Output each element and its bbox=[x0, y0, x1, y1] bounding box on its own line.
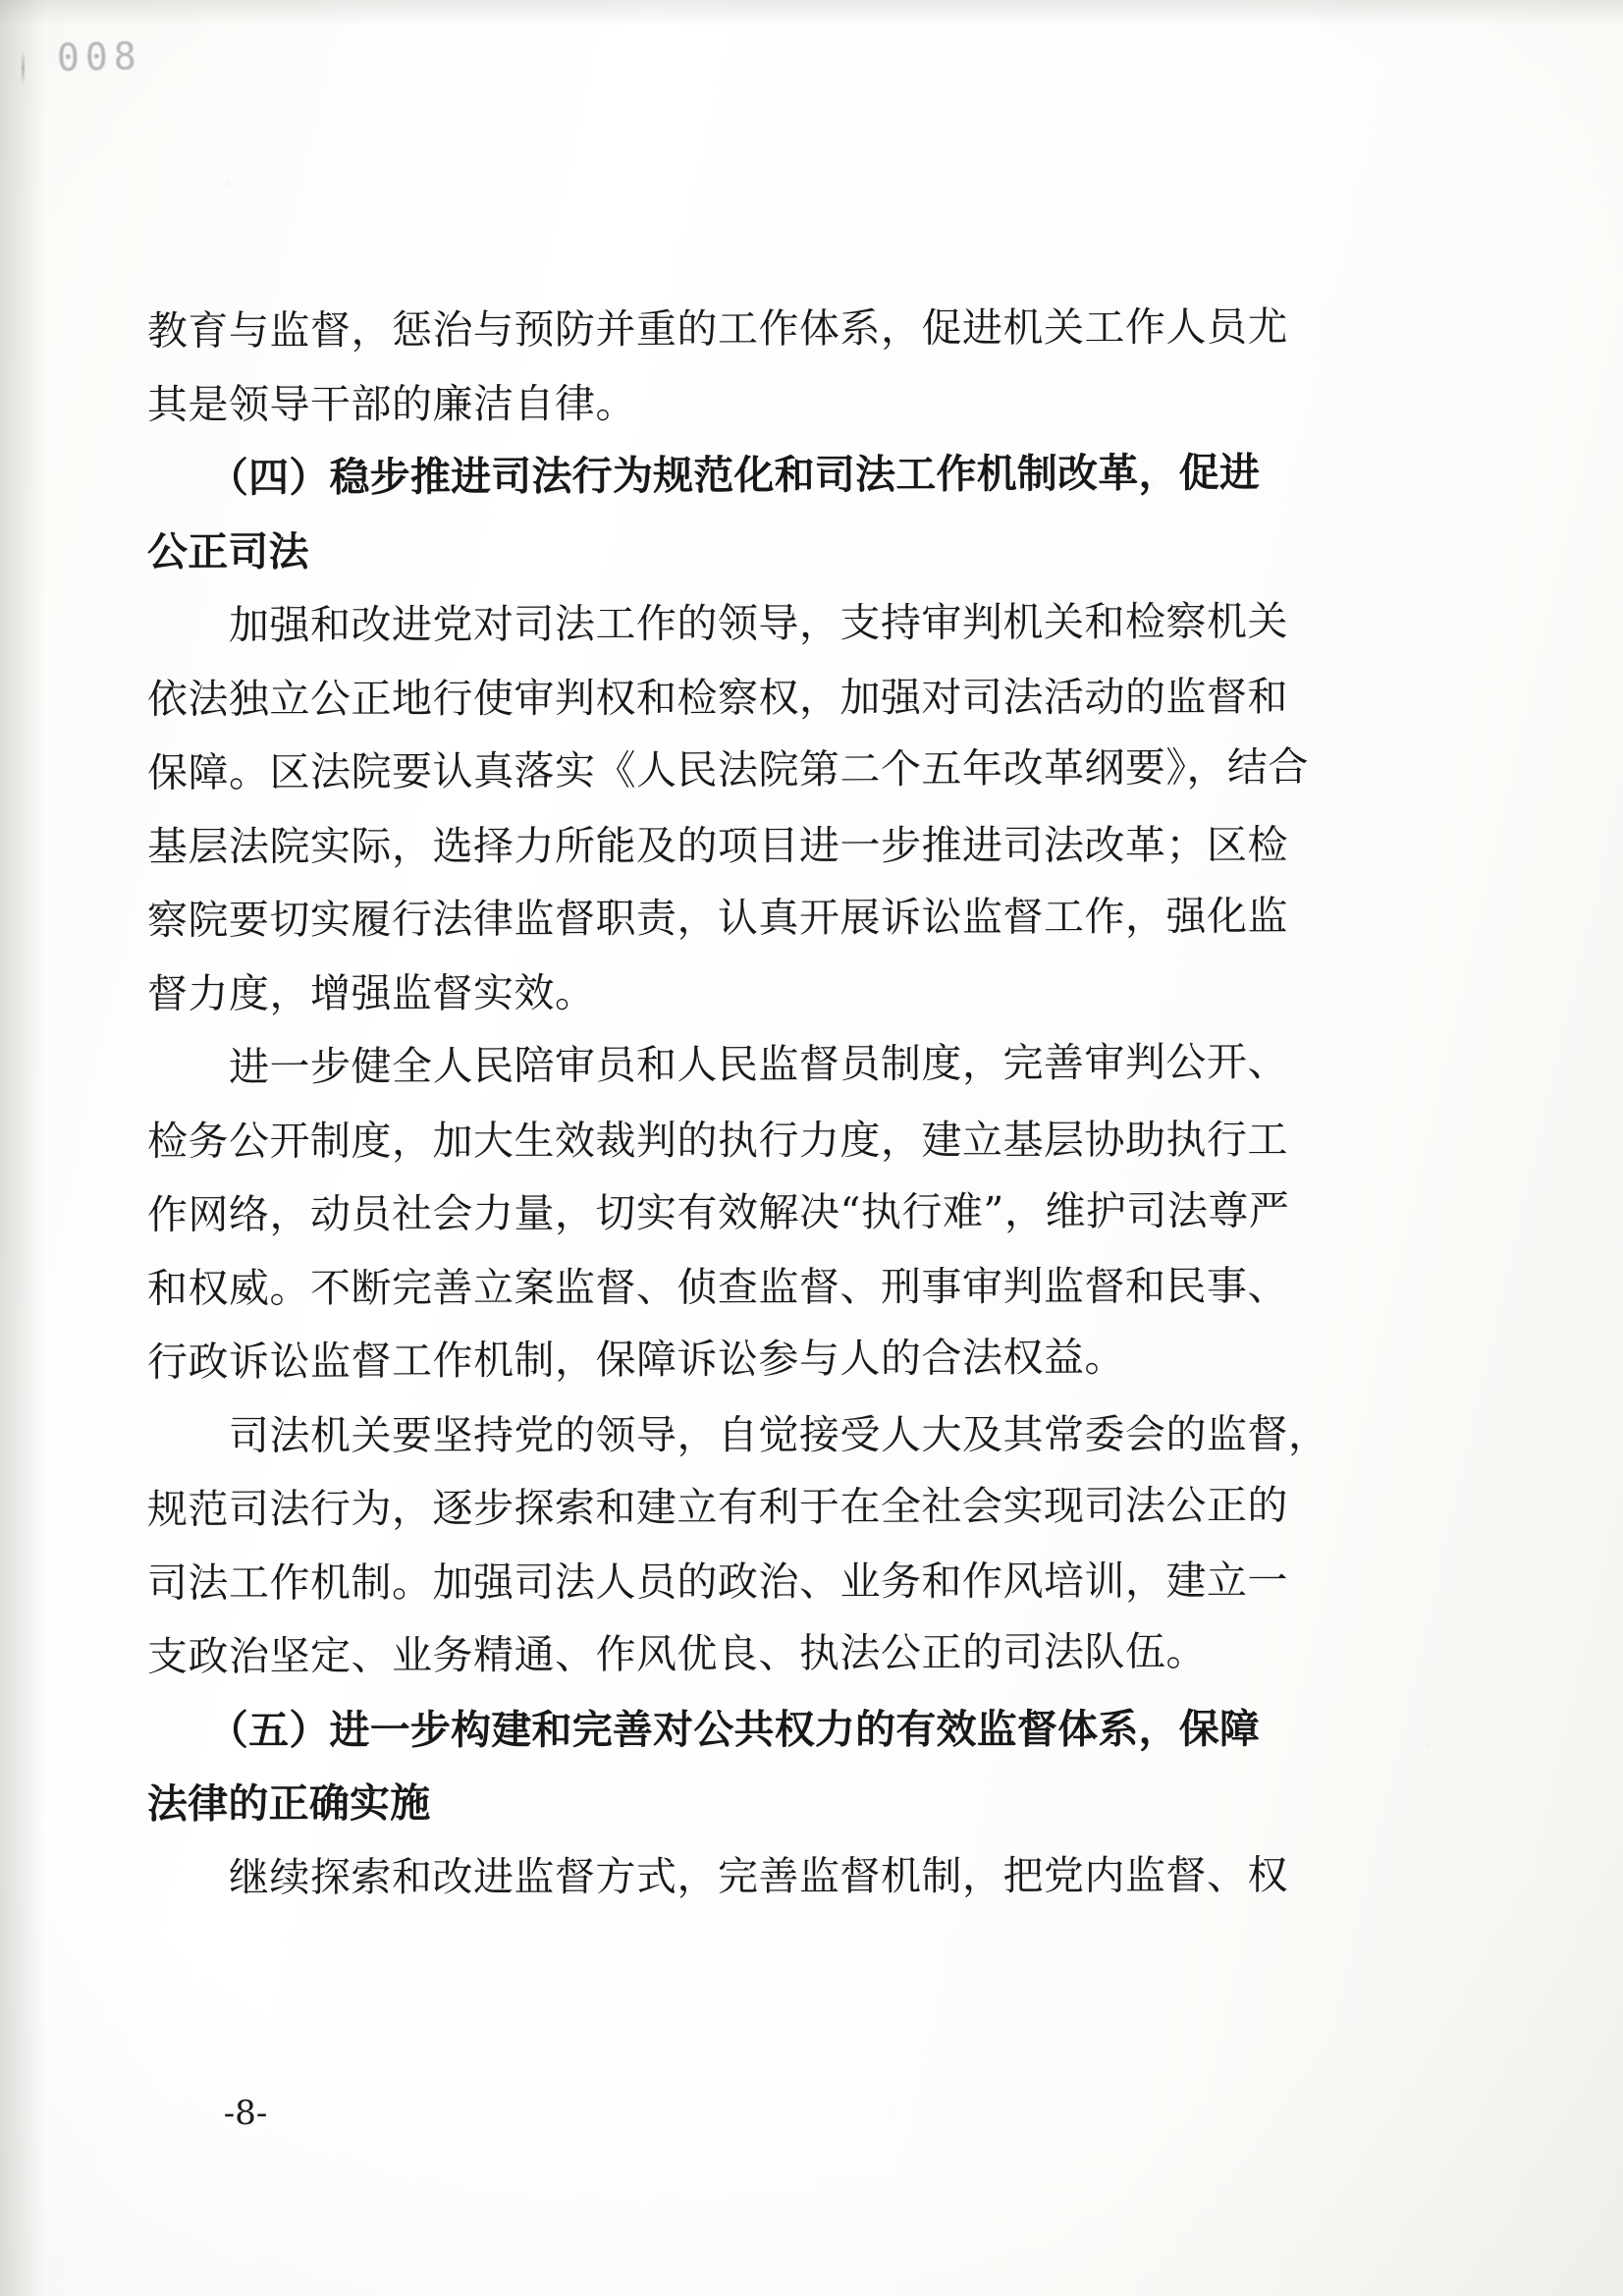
document-body-text bbox=[147, 295, 1463, 1915]
text-line: 察院要切实履行法律监督职责，认真开展诉讼监督工作，强化监 bbox=[146, 892, 1289, 944]
text-line: （四）稳步推进司法行为规范化和司法工作机制改革，促进 bbox=[146, 449, 1261, 502]
text-line: 规范司法行为，逐步探索和建立有利于在全社会实现司法公正的 bbox=[146, 1481, 1289, 1533]
text-line: 其是领导干部的廉洁自律。 bbox=[146, 379, 637, 428]
text-line: 司法机关要坚持党的领导，自觉接受人大及其常委会的监督， bbox=[146, 1410, 1329, 1459]
text-line: 支政治坚定、业务精通、作风优良、执法公正的司法队伍。 bbox=[146, 1627, 1208, 1680]
text-line: （五）进一步构建和完善对公共权力的有效监督体系，保障 bbox=[146, 1705, 1261, 1754]
text-line: 督力度，增强监督实效。 bbox=[146, 968, 596, 1017]
text-line: 行政诉讼监督工作机制，保障诉讼参与人的合法权益。 bbox=[146, 1333, 1126, 1386]
text-line: 检务公开制度，加大生效裁判的执行力度，建立基层协助执行工 bbox=[146, 1116, 1289, 1165]
scan-edge-shadow-top bbox=[0, 0, 1623, 26]
text-line: 保障。区法院要认真落实《人民法院第二个五年改革纲要》，结合 bbox=[146, 742, 1310, 796]
text-line: 法律的正确实施 bbox=[146, 1778, 431, 1828]
text-line: 进一步健全人民陪审员和人民监督员制度，完善审判公开、 bbox=[146, 1037, 1289, 1091]
text-line: 教育与监督，惩治与预防并重的工作体系，促进机关工作人员尤 bbox=[146, 302, 1289, 355]
archive-stamp-number: 008 bbox=[56, 34, 143, 80]
scan-margin-tick-mark bbox=[22, 51, 25, 84]
text-line: 司法工作机制。加强司法人员的政治、业务和作风培训，建立一 bbox=[146, 1557, 1289, 1607]
scan-edge-shadow-left bbox=[0, 0, 45, 2296]
page-number-footer: -8- bbox=[223, 2093, 268, 2134]
text-line: 加强和改进党对司法工作的领导，支持审判机关和检察机关 bbox=[146, 597, 1289, 649]
text-line: 基层法院实际，选择力所能及的项目进一步推进司法改革；区检 bbox=[146, 821, 1289, 870]
text-line: 作网络，动员社会力量，切实有效解决“执行难”，维护司法尊严 bbox=[146, 1186, 1290, 1238]
text-line: 和权威。不断完善立案监督、侦查监督、刑事审判监督和民事、 bbox=[146, 1262, 1289, 1312]
text-line: 依法独立公正地行使审判权和检察权，加强对司法活动的监督和 bbox=[146, 673, 1289, 723]
text-line: 公正司法 bbox=[146, 527, 309, 575]
text-line: 继续探索和改进监督方式，完善监督机制，把党内监督、权 bbox=[146, 1851, 1289, 1901]
